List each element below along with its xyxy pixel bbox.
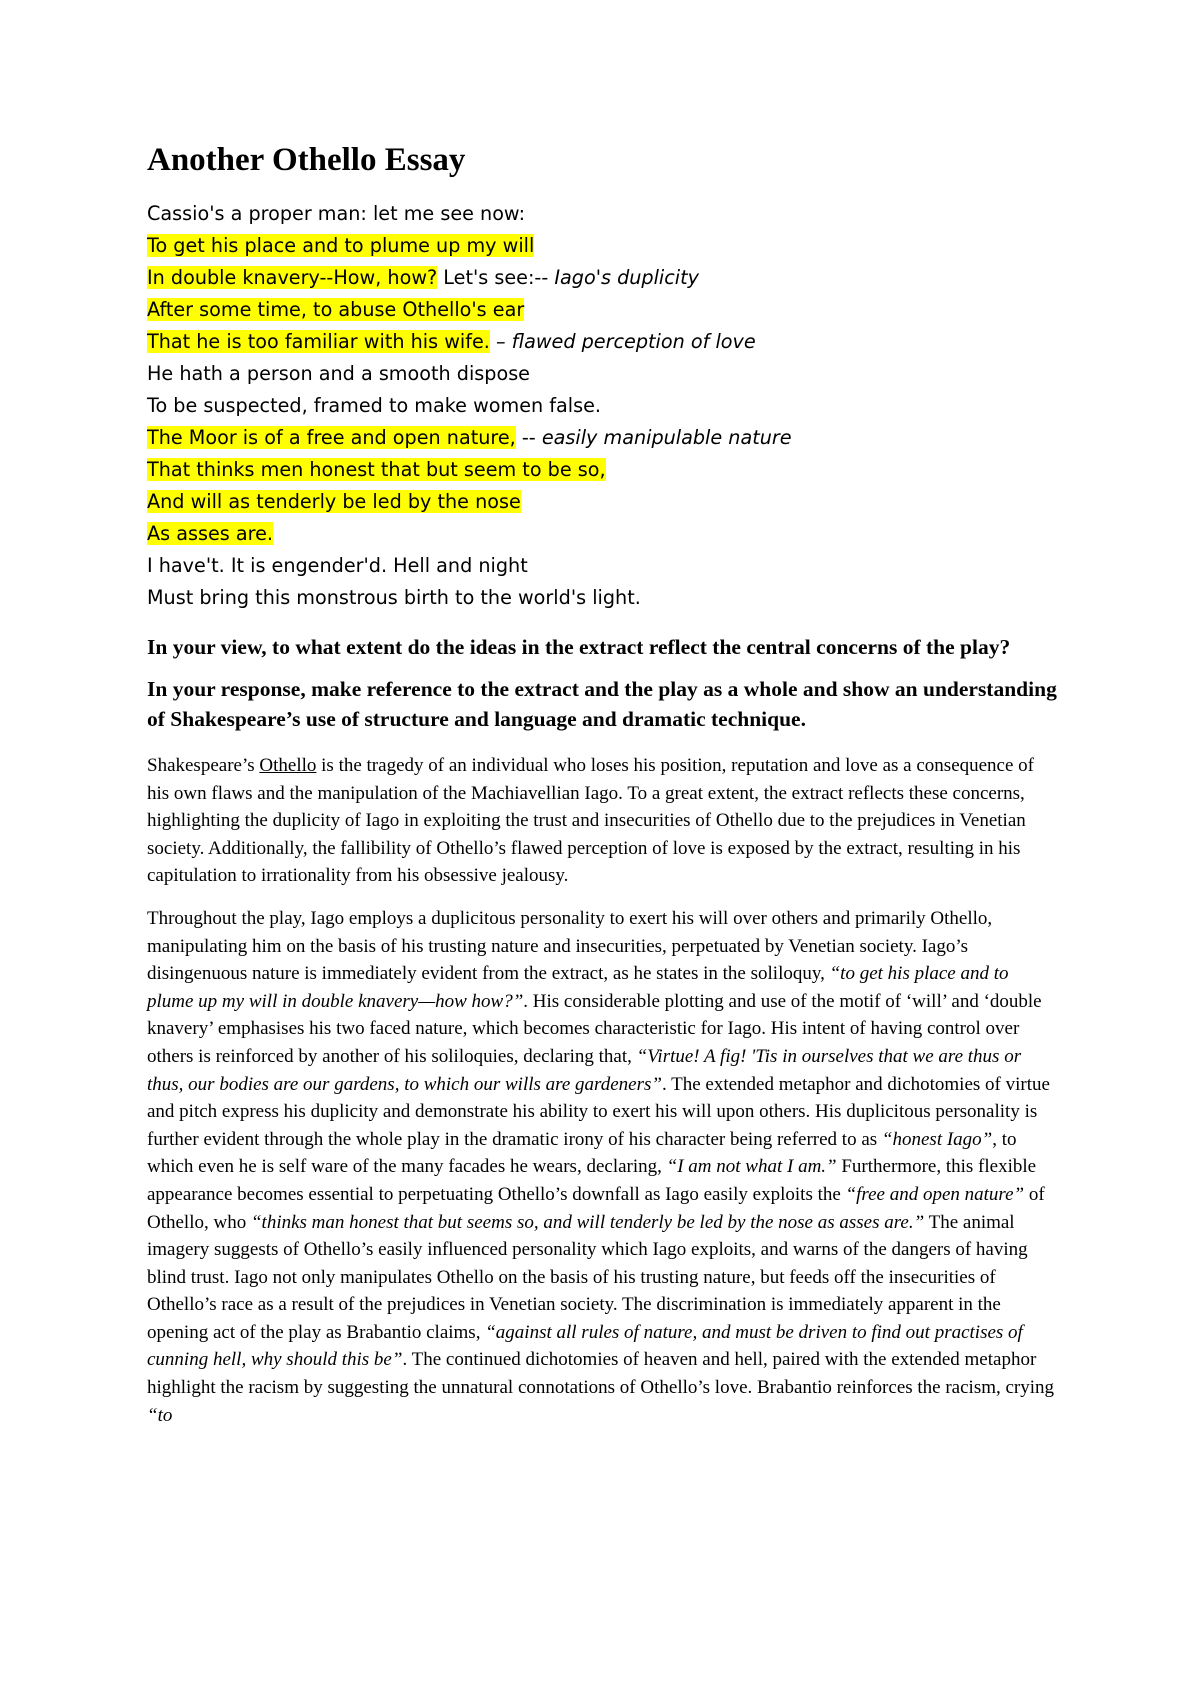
extract-text: Let's see:--: [437, 266, 555, 289]
extract-line: [147, 262, 1057, 294]
extract-line: [147, 198, 1057, 230]
paragraph-text: of Othello, who: [147, 1183, 1045, 1233]
quotation-text: “free and open nature”: [845, 1183, 1025, 1205]
annotation-note: flawed perception of love: [511, 330, 756, 353]
highlighted-text: As asses are.: [147, 522, 274, 545]
body-paragraph: [147, 905, 1057, 1429]
quotation-text: “I am not what I am.”: [666, 1156, 837, 1178]
paragraph-text: . The continued dichotomies of heaven and hell, paired with the extended metaphor highlight the racism by suggesting the unnatural connotations of Othello’s love. Brabantio reinforces the racism, crying: [147, 1349, 1055, 1399]
extract-text: –: [489, 330, 512, 353]
quotation-text: “thinks man honest that but seems so, and will tenderly be led by the nose as asses are.”: [250, 1211, 925, 1233]
annotation-note: easily manipulable nature: [541, 426, 792, 449]
extract-line: [147, 326, 1057, 358]
extract-line: [147, 230, 1057, 262]
essay-question: In your view, to what extent do the ideas in the extract reflect the central concerns of the play?: [147, 635, 1011, 659]
extract-line: [147, 486, 1057, 518]
quotation-text: “Virtue! A fig! 'Tis in ourselves that we are thus or thus, our bodies are our gardens, to which our wills are gardeners”: [147, 1045, 1022, 1095]
quotation-text: “against all rules of nature, and must be driven to find out practises of cunning hell, why should this be”: [147, 1321, 1023, 1371]
document-title: Another Othello Essay: [147, 142, 466, 178]
paragraph-text: Furthermore, this flexible appearance becomes essential to perpetuating Othello’s downfall as Iago easily exploits the: [147, 1156, 1037, 1205]
highlighted-text: After some time, to abuse Othello's ear: [147, 298, 525, 321]
highlighted-text: In double knavery--How, how?: [147, 266, 438, 289]
extract-text: Must bring this monstrous birth to the world's light.: [147, 586, 641, 609]
intro-text-rest: is the tragedy of an individual who loses his position, reputation and love as a consequence of his own flaws and the manipulation of the Machiavellian Iago. To a great extent, the extract reflects these concerns, highlighting the duplicity of Iago in exploiting the trust and insecurities of Othello due to the prejudices in Venetian society. Additionally, the fallibility of Othello’s flawed perception of love is exposed by the extract, resulting in his capitulation to irrationality from his obsessive jealousy.: [147, 755, 1035, 887]
paragraph-text: . His considerable plotting and use of the motif of ‘will’ and ‘double knavery’ emphasises his two faced nature, which becomes characteristic for Iago. His intent of having control over others is reinforced by another of his soliloquies, declaring that,: [147, 990, 1042, 1067]
paragraph-text: Throughout the play, Iago employs a duplicitous personality to exert his will over others and primarily Othello, manipulating him on the basis of his trusting nature and insecurities, perpetuated by Venetian society. Iago’s disingenuous nature is immediately evident from the extract, as he states in the soliloquy,: [147, 907, 993, 985]
highlighted-text: That he is too familiar with his wife.: [147, 330, 490, 353]
document-page: [147, 140, 1057, 1429]
extract-line: [147, 454, 1057, 486]
extract-line: [147, 358, 1057, 390]
extract-line: [147, 550, 1057, 582]
highlighted-text: The Moor is of a free and open nature,: [147, 426, 516, 449]
highlighted-text: That thinks men honest that but seem to be so,: [147, 458, 606, 481]
intro-text-start: Shakespeare’s: [147, 755, 260, 776]
extract-text: He hath a person and a smooth dispose: [147, 362, 530, 385]
quotation-text: “honest Iago”: [881, 1128, 993, 1150]
paragraph-text: . The extended metaphor and dichotomies of virtue and pitch express his duplicity and demonstrate his ability to exert his will upon others. His duplicitous personality is further evident through the whole play in the dramatic irony of his character being referred to as: [147, 1073, 1050, 1150]
extract-line: [147, 582, 1057, 614]
annotation-note: Iago's duplicity: [554, 266, 700, 289]
quotation-text: “to: [147, 1404, 173, 1426]
extract-text: I have't. It is engender'd. Hell and night: [147, 554, 528, 577]
paragraph-text: The animal imagery suggests of Othello’s easily influenced personality which Iago exploits, and warns of the dangers of having blind trust. Iago not only manipulates Othello on the basis of his trusting nature, but feeds off the insecurities of Othello’s race as a result of the prejudices in Venetian society. The discrimination is immediately apparent in the opening act of the play as Brabantio claims,: [147, 1211, 1028, 1343]
extract-line: [147, 294, 1057, 326]
quotation-text: “to get his place and to plume up my will in double knavery—how how?”: [147, 963, 1009, 1012]
extract-text: To be suspected, framed to make women false.: [147, 394, 602, 417]
extract-line: [147, 390, 1057, 422]
extract-text: Cassio's a proper man: let me see now:: [147, 202, 526, 225]
highlighted-text: And will as tenderly be led by the nose: [147, 490, 521, 513]
intro-paragraph: [147, 752, 1057, 890]
extract-poem: [147, 198, 1057, 614]
extract-text: --: [515, 426, 542, 449]
extract-line: [147, 422, 1057, 454]
highlighted-text: To get his place and to plume up my will: [147, 234, 535, 257]
extract-line: [147, 518, 1057, 550]
play-title-underlined: Othello: [259, 755, 317, 776]
essay-instructions: In your response, make reference to the extract and the play as a whole and show an understanding of Shakespeare’s use of structure and language and dramatic technique.: [147, 677, 1057, 731]
paragraph-text: , to which even he is self ware of the many facades he wears, declaring,: [147, 1128, 1017, 1178]
